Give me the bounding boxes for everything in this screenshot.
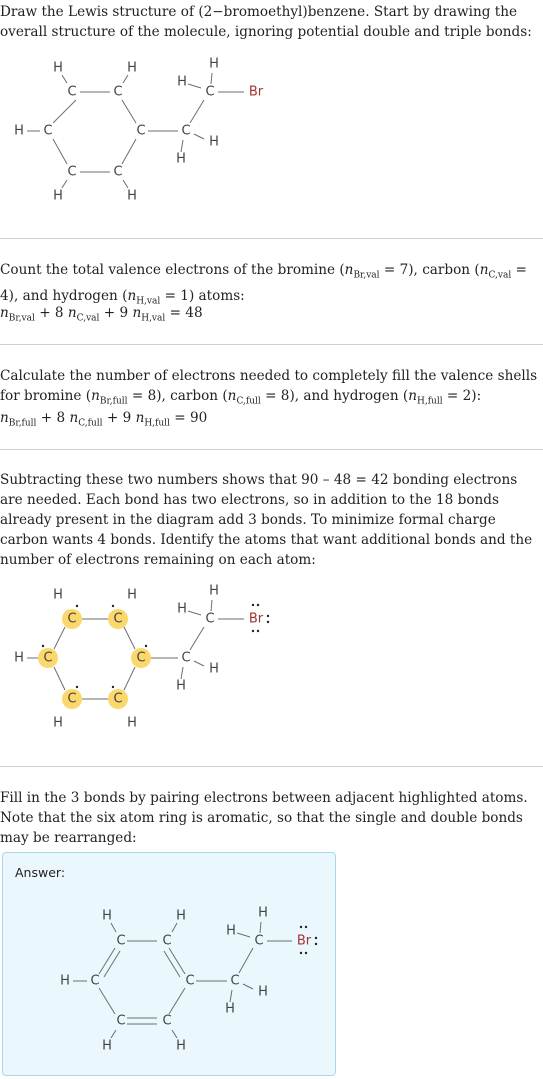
- atom-c: C: [43, 650, 53, 666]
- atom-h: H: [14, 650, 24, 666]
- atom-c: C: [67, 84, 77, 100]
- atom-br: Br: [248, 84, 264, 100]
- atom-h: H: [258, 905, 268, 921]
- skeleton-structure: [0, 56, 300, 216]
- atom-c: C: [205, 611, 215, 627]
- electron-dot: [145, 645, 147, 647]
- atom-c: C: [162, 933, 172, 949]
- atom-h: H: [209, 583, 219, 599]
- bond-h-c2: [123, 75, 128, 83]
- divider: [0, 766, 543, 767]
- atom-c: C: [254, 933, 264, 949]
- atom-c: C: [113, 691, 123, 707]
- atom-h: H: [258, 984, 268, 1000]
- atoms: [14, 57, 264, 204]
- atom-h: H: [102, 908, 112, 924]
- electron-dot: [305, 926, 307, 928]
- highlights: [38, 609, 151, 709]
- atom-c: C: [181, 123, 191, 139]
- bond-c2-c4-double-a: [169, 948, 185, 974]
- atom-c: C: [116, 1013, 126, 1029]
- bond-c4-c6: [122, 139, 136, 164]
- bond-h-ch2a: [181, 140, 183, 152]
- electron-dot: [257, 604, 259, 606]
- bond-h-c2: [172, 923, 177, 932]
- electron-dot: [267, 615, 269, 617]
- step1-text: Count the total valence electrons of the bromine $(n_{Br,val} = 7)$, carbon $(n_{C,val} = 4)$, and hydrogen $(n_{H,val} = 1)$ atoms:: [0, 262, 527, 307]
- atoms: [14, 584, 264, 731]
- bond-c1-c3-double-b: [104, 951, 120, 977]
- atom-h: H: [176, 678, 186, 694]
- bond-h-ch2c: [237, 933, 250, 937]
- electron-dot: [257, 630, 259, 632]
- bond-c3-c5: [53, 139, 67, 164]
- step3-text: Subtracting these two numbers shows that 90 – 48 = 42 bonding electrons are needed. Each bond has two electrons, so in addition to the 18 bonds already present in the diagram add 3 bonds. To minimize formal charge carbon wants 4 bonds. Identify the atoms that want additional bonds and the number of electrons remaining on each atom:: [0, 472, 533, 568]
- bond-h-c6: [172, 1030, 177, 1038]
- bond-h-c1: [111, 923, 116, 932]
- bond-h-ch2a: [181, 667, 183, 679]
- atom-h: H: [53, 60, 63, 76]
- bond-c2-c4: [124, 627, 135, 649]
- electron-dot: [300, 952, 302, 954]
- atom-c: C: [90, 973, 100, 989]
- atom-h: H: [127, 60, 137, 76]
- bond-h-c5: [62, 180, 67, 188]
- atom-c: C: [43, 123, 53, 139]
- atom-h: H: [225, 1001, 235, 1017]
- atom-c: C: [67, 691, 77, 707]
- bond-h-ch2c: [188, 611, 201, 615]
- step4-text: Fill in the 3 bonds by pairing electrons between adjacent highlighted atoms. Note that the six atom ring is aromatic, so that the single and double bonds may be rearranged:: [0, 790, 528, 846]
- divider: [0, 344, 543, 345]
- bond-ch2-ch2: [239, 948, 253, 973]
- bond-c1-c3-double-a: [99, 948, 115, 974]
- bond-ch2-ch2: [190, 100, 204, 123]
- bond-c3-c5: [99, 988, 115, 1014]
- atom-c: C: [116, 933, 126, 949]
- bond-h-ch2b: [194, 661, 204, 666]
- atom-h: H: [209, 661, 219, 677]
- electron-dot: [112, 686, 114, 688]
- atom-c: C: [67, 611, 77, 627]
- divider: [0, 238, 543, 239]
- atom-c: C: [136, 650, 146, 666]
- bond-h-c5: [111, 1030, 116, 1038]
- bond-c4-c6: [169, 988, 185, 1014]
- electron-dot: [42, 645, 44, 647]
- atom-c: C: [67, 164, 77, 180]
- electron-dot: [76, 686, 78, 688]
- electron-dot: [112, 605, 114, 607]
- atom-h: H: [177, 601, 187, 617]
- bond-c1-c3: [54, 627, 65, 649]
- atom-c: C: [136, 123, 146, 139]
- electron-dot: [315, 937, 317, 939]
- electron-dot: [252, 630, 254, 632]
- electron-dot: [305, 952, 307, 954]
- bond-h-ch2b: [194, 134, 204, 139]
- bond-h-ch2d: [211, 73, 212, 84]
- bond-h-c6: [123, 180, 128, 188]
- electron-dot: [267, 621, 269, 623]
- final-lewis-structure: [49, 901, 329, 1061]
- electron-dot: [252, 604, 254, 606]
- atom-br: Br: [248, 611, 264, 627]
- atom-h: H: [176, 151, 186, 167]
- bond-h-c1: [62, 75, 67, 83]
- step2-text: Calculate the number of electrons needed to completely fill the valence shells for bromine $(n_{Br,full} = 8)$, carbon $(n_{C,full} = 8)$, and hydrogen $(n_{H,full} = 2)$:: [0, 368, 538, 407]
- atom-h: H: [14, 123, 24, 139]
- atom-h: H: [53, 188, 63, 204]
- bond-h-ch2d: [260, 922, 261, 933]
- atom-c: C: [230, 973, 240, 989]
- atom-h: H: [176, 1038, 186, 1054]
- atom-h: H: [176, 908, 186, 924]
- electron-dot: [76, 605, 78, 607]
- atom-c: C: [181, 650, 191, 666]
- atom-h: H: [209, 134, 219, 150]
- bond-h-ch2c: [188, 84, 201, 88]
- atom-c: C: [205, 84, 215, 100]
- highlighted-structure: [0, 583, 300, 743]
- atom-h: H: [177, 74, 187, 90]
- atom-h: H: [53, 715, 63, 731]
- atom-c: C: [113, 611, 123, 627]
- intro-text: Draw the Lewis structure of (2−bromoethyl)benzene. Start by drawing the overall structure of the molecule, ignoring potential double and triple bonds:: [0, 4, 532, 40]
- atom-c: C: [185, 973, 195, 989]
- bond-c2-c4: [122, 100, 136, 123]
- electron-dot: [300, 926, 302, 928]
- step1-equation: $n_{Br,val} + 8$ $n_{C,val} + 9$ $n_{H,val} = 48$: [0, 305, 203, 324]
- atom-br: Br: [296, 933, 312, 949]
- atom-h: H: [127, 188, 137, 204]
- atom-c: C: [113, 84, 123, 100]
- bond-c2-c4-double-b: [164, 951, 180, 977]
- atoms: [60, 906, 312, 1054]
- bond-h-ch2d: [211, 600, 212, 611]
- bond-c4-c6: [124, 667, 135, 690]
- electron-dot: [315, 943, 317, 945]
- bond-ch2-ch2: [190, 627, 204, 650]
- atom-h: H: [102, 1038, 112, 1054]
- atom-h: H: [226, 923, 236, 939]
- atom-c: C: [113, 164, 123, 180]
- atom-h: H: [60, 973, 70, 989]
- atom-h: H: [127, 587, 137, 603]
- bond-h-ch2a: [230, 990, 232, 1002]
- bond-c1-c3: [53, 100, 76, 123]
- atom-h: H: [53, 587, 63, 603]
- atom-h: H: [127, 715, 137, 731]
- atom-h: H: [209, 56, 219, 72]
- atom-c: C: [162, 1013, 172, 1029]
- answer-label: Answer:: [15, 865, 66, 880]
- bond-h-ch2b: [243, 984, 253, 989]
- step2-equation: $n_{Br,full} + 8$ $n_{C,full} + 9$ $n_{H,full} = 90$: [0, 410, 208, 429]
- bond-c3-c5: [54, 667, 65, 690]
- divider: [0, 449, 543, 450]
- answer-box: [2, 852, 336, 1076]
